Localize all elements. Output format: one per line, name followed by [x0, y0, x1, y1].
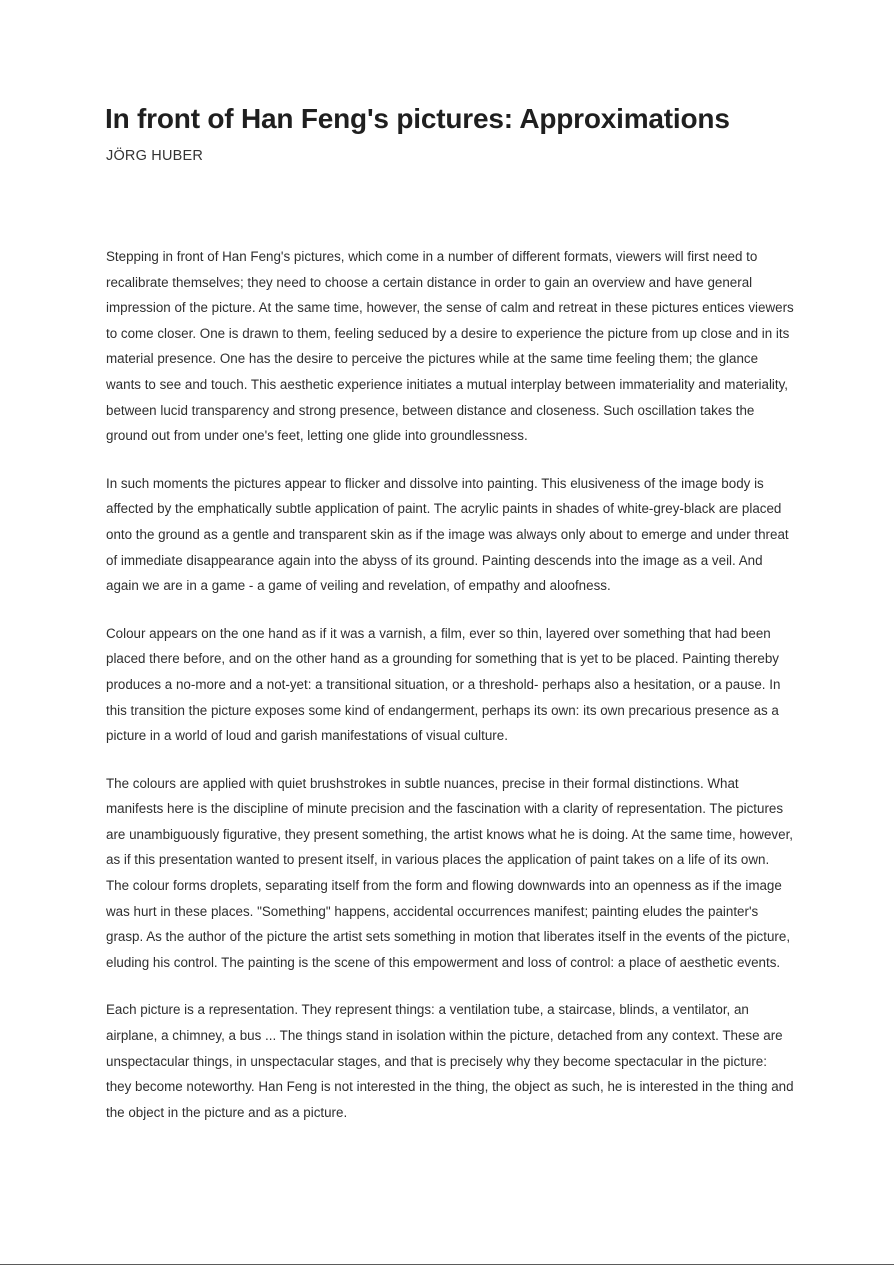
article	[105, 100, 795, 1147]
paragraph-5: Each picture is a representation. They represent things: a ventilation tube, a staircase, blinds, a ventilator, an airplane, a chimney, a bus ... The things stand in isolation within the picture, detached from any context. These are unspectacular things, in unspectacular stages, and that is precisely why they become spectacular in the picture: they become noteworthy. Han Feng is not interested in the thing, the object as such, he is interested in the thing and the object in the picture and as a picture.	[106, 1002, 794, 1120]
paragraph-4: The colours are applied with quiet brushstrokes in subtle nuances, precise in their formal distinctions. What manifests here is the discipline of minute precision and the fascination with a clarity of representation. The pictures are unambiguously figurative, they present something, the artist knows what he is doing. At the same time, however, as if this presentation wanted to present itself, in various places the application of paint takes on a life of its own. The colour forms droplets, separating itself from the form and flowing downwards into an openness as if the image was hurt in these places. "Something" happens, accidental occurrences manifest; painting eludes the painter's grasp. As the author of the picture the artist sets something in motion that liberates itself in the events of the picture, eluding his control. The painting is the scene of this empowerment and loss of control: a place of aesthetic events.	[106, 775, 794, 970]
article-body	[105, 244, 795, 1125]
paragraph-3: Colour appears on the one hand as if it was a varnish, a film, ever so thin, layered over something that had been placed there before, and on the other hand as a grounding for something that is yet to be placed. Painting thereby produces a no-more and a not-yet: a transitional situation, or a threshold- perhaps also a hesitation, or a pause. In this transition the picture exposes some kind of endangerment, perhaps its own: its own precarious presence as a picture in a world of loud and garish manifestations of visual culture.	[106, 625, 781, 744]
paragraph-2: In such moments the pictures appear to flicker and dissolve into painting. This elusiveness of the image body is affected by the emphatically subtle application of paint. The acrylic paints in shades of white-grey-black are placed onto the ground as a gentle and transparent skin as if the image was always only about to emerge and under threat of immediate disappearance again into the abyss of its ground. Painting descends into the image as a veil. And again we are in a game - a game of veiling and revelation, of empathy and aloofness.	[106, 475, 789, 594]
paragraph-1: Stepping in front of Han Feng's pictures, which come in a number of different formats, viewers will first need to recalibrate themselves; they need to choose a certain distance in order to gain an overview and have general impression of the picture. At the same time, however, the sense of calm and retreat in these pictures entices viewers to come closer. One is drawn to them, feeling seduced by a desire to experience the picture from up close and in its material presence. One has the desire to perceive the pictures while at the same time feeling them; the glance wants to see and touch. This aesthetic experience initiates a mutual interplay between immateriality and materiality, between lucid transparency and strong presence, between distance and closeness. Such oscillation takes the ground out from under one's feet, letting one glide into groundlessness.	[106, 249, 794, 444]
bottom-divider	[0, 1264, 894, 1265]
article-author: JÖRG HUBER	[106, 148, 204, 164]
article-title: In front of Han Feng's pictures: Approximations	[105, 103, 730, 134]
